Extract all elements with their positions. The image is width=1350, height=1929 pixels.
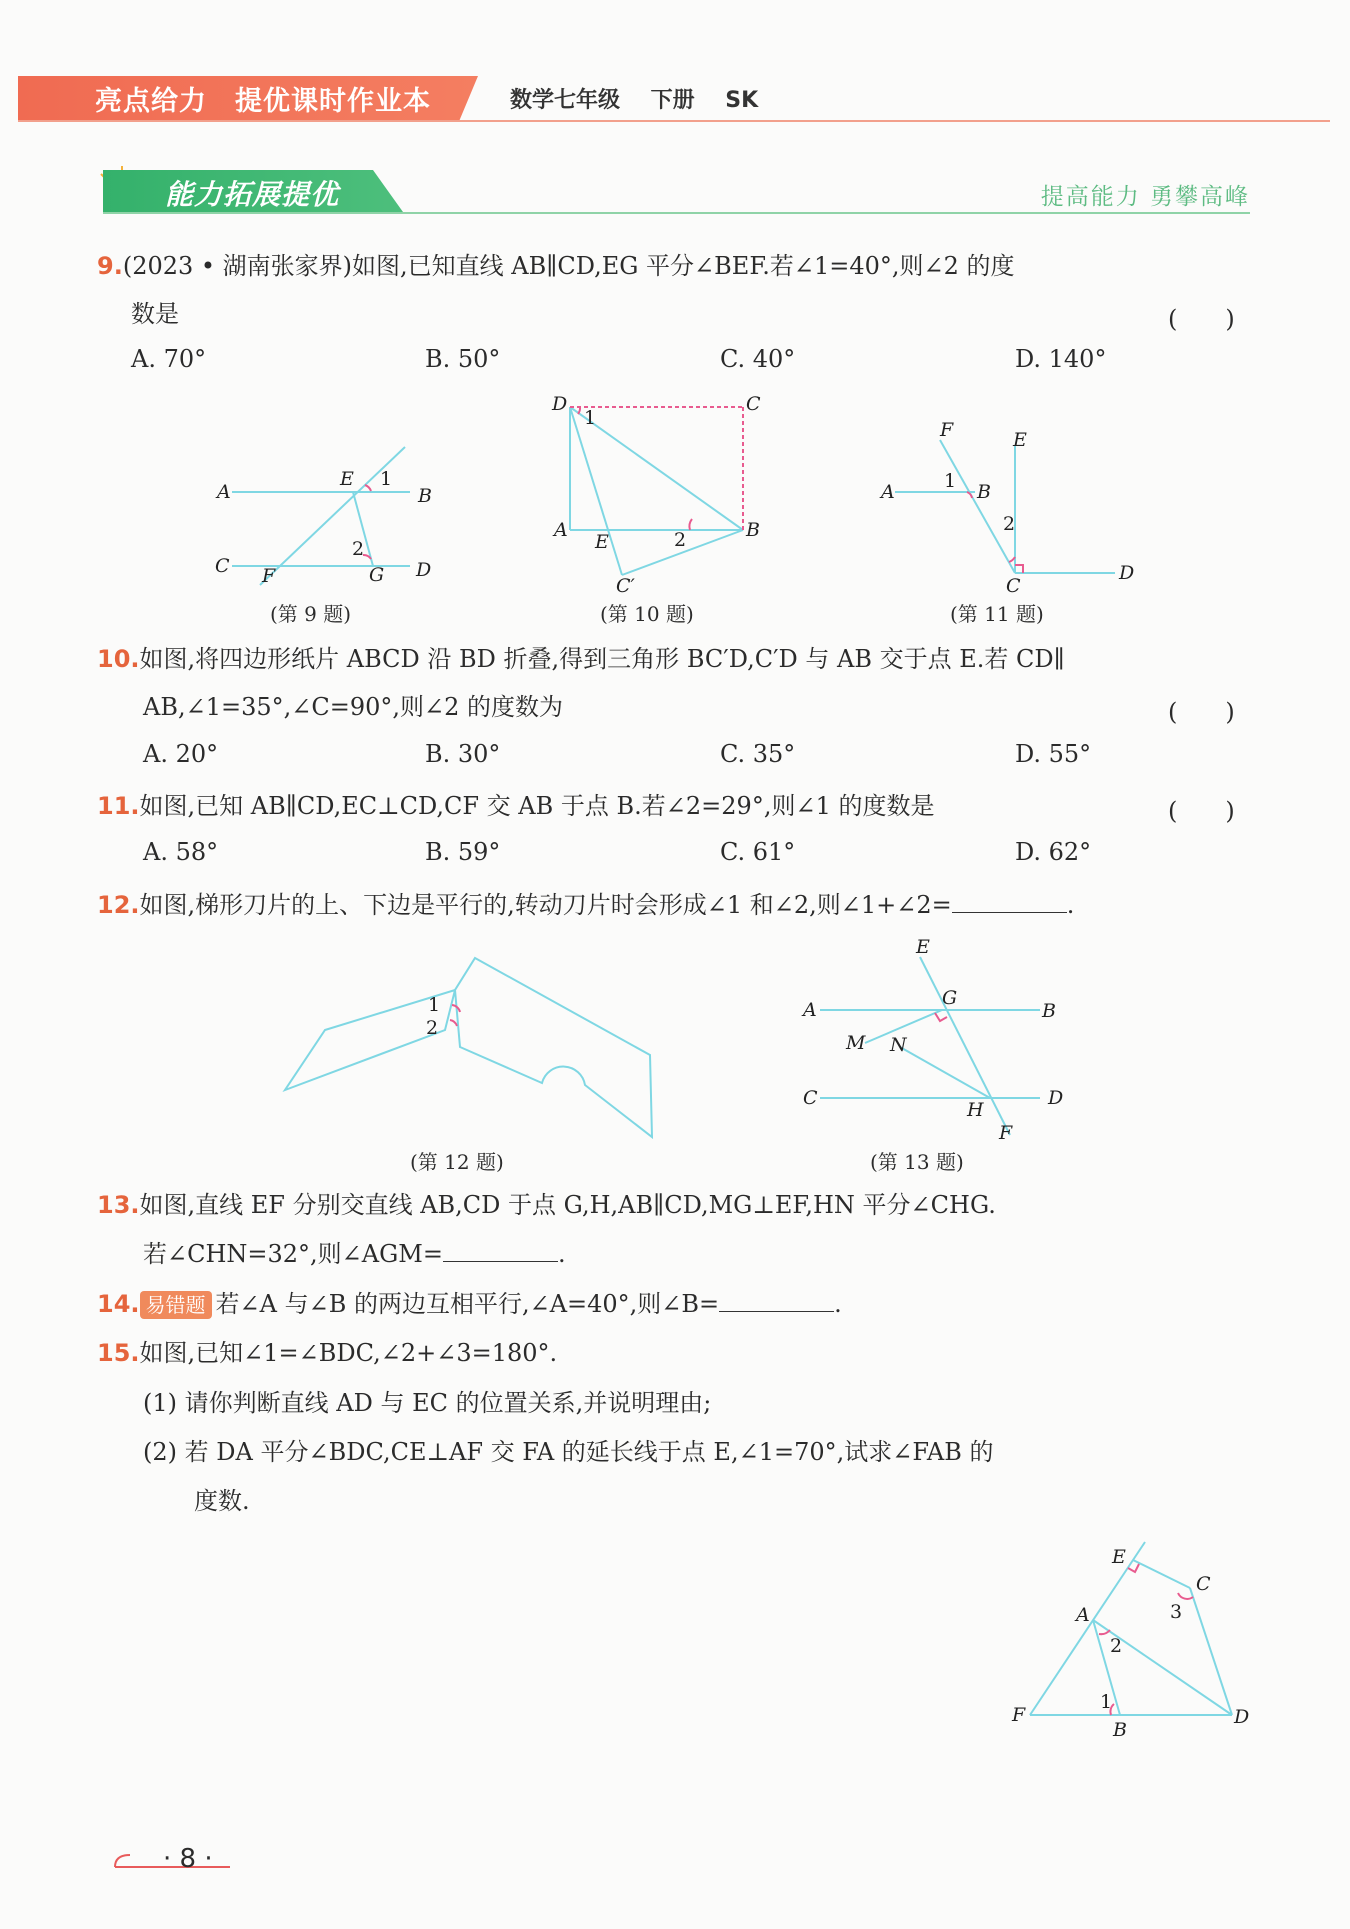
figure-11 [875, 415, 1155, 595]
label-b: B [977, 481, 991, 503]
answer-blank[interactable] [952, 888, 1067, 913]
option-d: D. 140° [1015, 345, 1107, 373]
question-15 [97, 1336, 557, 1370]
label-angle-2: 2 [426, 1017, 439, 1039]
label-g: G [942, 987, 958, 1009]
question-text: 如图,已知∠1=∠BDC,∠2+∠3=180°. [139, 1339, 558, 1367]
question-number: 9. [97, 252, 123, 280]
option-c: C. 35° [720, 740, 796, 768]
section-divider [103, 212, 1250, 214]
figure-13 [790, 935, 1080, 1150]
option-d: D. 55° [1015, 740, 1092, 768]
header-divider [18, 120, 1330, 122]
option-c: C. 61° [720, 838, 796, 866]
question-9-line2: 数是 [131, 300, 179, 328]
label-e: E [340, 468, 354, 490]
label-angle-2: 2 [1003, 513, 1016, 535]
section-title: 能力拓展提优 [165, 178, 340, 211]
label-b: B [418, 485, 432, 507]
label-c: C [1006, 575, 1021, 595]
label-c-prime: C′ [616, 575, 635, 595]
label-a: A [803, 999, 817, 1021]
label-d: D [1234, 1706, 1250, 1728]
option-a: A. 70° [131, 345, 207, 373]
question-15-part1: (1) 请你判断直线 AD 与 EC 的位置关系,并说明理由; [143, 1389, 712, 1417]
question-13 [97, 1188, 996, 1222]
label-c: C [1196, 1573, 1211, 1595]
label-angle-1: 1 [944, 470, 957, 492]
caption-figure-11: (第 11 题) [950, 602, 1044, 626]
option-a: A. 58° [143, 838, 219, 866]
label-m: M [846, 1032, 866, 1054]
label-e: E [1013, 429, 1027, 451]
label-h: H [967, 1099, 984, 1121]
label-f: F [999, 1122, 1013, 1144]
question-15-part2-line2: 度数. [194, 1487, 250, 1515]
label-angle-1: 1 [1100, 1691, 1113, 1713]
label-d: D [416, 559, 432, 581]
label-d: D [1048, 1087, 1064, 1109]
question-9 [97, 249, 1015, 283]
label-d: D [552, 393, 568, 415]
label-e: E [595, 531, 609, 553]
label-f: F [940, 419, 954, 441]
label-angle-1: 1 [584, 407, 597, 429]
label-a: A [554, 519, 568, 541]
book-subject: 数学七年级 下册 SK [510, 88, 759, 113]
label-f: F [1012, 1704, 1026, 1726]
figure-12 [280, 950, 660, 1145]
question-11 [97, 789, 934, 823]
question-12: 12.如图,梯形刀片的上、下边是平行的,转动刀片时会形成∠1 和∠2,则∠1+∠2= . [97, 888, 1074, 922]
question-text: 如图,将四边形纸片 ABCD 沿 BD 折叠,得到三角形 BC′D,C′D 与 AB 交于点 E.若 CD∥ [139, 645, 1065, 673]
option-b: B. 30° [425, 740, 501, 768]
question-text: 如图,直线 EF 分别交直线 AB,CD 于点 G,H,AB∥CD,MG⊥EF,HN 平分∠CHG. [139, 1191, 996, 1219]
question-text: (2023 • 湖南张家界)如图,已知直线 AB∥CD,EG 平分∠BEF.若∠1=40°,则∠2 的度 [122, 252, 1015, 280]
caption-figure-9: (第 9 题) [270, 602, 352, 626]
option-d: D. 62° [1015, 838, 1092, 866]
question-number: 13. [97, 1191, 140, 1219]
label-b: B [1113, 1719, 1127, 1740]
label-a: A [217, 481, 231, 503]
question-text: 如图,已知 AB∥CD,EC⊥CD,CF 交 AB 于点 B.若∠2=29°,则∠1 的度数是 [139, 792, 935, 820]
label-b: B [1042, 1000, 1056, 1022]
label-f: F [262, 565, 276, 587]
label-angle-2: 2 [674, 529, 687, 551]
answer-paren: ( ) [1168, 305, 1235, 333]
question-number: 12. [97, 891, 140, 919]
label-angle-1: 1 [428, 994, 441, 1016]
page-number: · 8 · [163, 1844, 213, 1874]
label-c: C [803, 1087, 818, 1109]
label-angle-3: 3 [1170, 1601, 1183, 1623]
question-number: 14. [97, 1290, 140, 1318]
section-slogan: 提高能力 勇攀高峰 [1040, 184, 1250, 210]
label-d: D [1119, 562, 1135, 584]
label-angle-2: 2 [1110, 1635, 1123, 1657]
caption-figure-10: (第 10 题) [600, 602, 694, 626]
label-angle-2: 2 [352, 538, 365, 560]
question-number: 10. [97, 645, 140, 673]
option-c: C. 40° [720, 345, 796, 373]
question-10 [97, 642, 1065, 676]
question-number: 15. [97, 1339, 140, 1367]
answer-blank[interactable] [719, 1287, 834, 1312]
answer-paren: ( ) [1168, 698, 1235, 726]
error-prone-badge: 易错题 [140, 1291, 212, 1319]
option-b: B. 50° [425, 345, 501, 373]
question-text: 如图,梯形刀片的上、下边是平行的,转动刀片时会形成∠1 和∠2,则∠1+∠2= [139, 891, 952, 919]
question-10-line2: AB,∠1=35°,∠C=90°,则∠2 的度数为 [143, 693, 564, 721]
label-c: C [746, 393, 761, 415]
question-14: 14. 易错题 若∠A 与∠B 的两边互相平行,∠A=40°,则∠B= . [97, 1287, 842, 1321]
label-c: C [215, 555, 230, 577]
figure-15 [1000, 1530, 1270, 1740]
figure-10 [540, 390, 780, 595]
option-a: A. 20° [143, 740, 219, 768]
question-13-line2: 若∠CHN=32°,则∠AGM= . [143, 1237, 566, 1271]
label-g: G [369, 564, 385, 586]
option-b: B. 59° [425, 838, 501, 866]
label-a: A [1076, 1604, 1090, 1626]
label-e: E [1112, 1546, 1126, 1568]
caption-figure-12: (第 12 题) [410, 1150, 504, 1174]
question-number: 11. [97, 792, 140, 820]
label-b: B [746, 519, 760, 541]
book-series-title: 亮点给力 提优课时作业本 [95, 86, 431, 117]
label-n: N [890, 1034, 907, 1056]
figure-9 [205, 435, 445, 595]
question-15-part2: (2) 若 DA 平分∠BDC,CE⊥AF 交 FA 的延长线于点 E,∠1=70°,试求∠FAB 的 [143, 1438, 994, 1466]
answer-paren: ( ) [1168, 797, 1235, 825]
caption-figure-13: (第 13 题) [870, 1150, 964, 1174]
label-e: E [916, 936, 930, 958]
label-angle-1: 1 [380, 468, 393, 490]
label-a: A [881, 481, 895, 503]
question-text: 若∠A 与∠B 的两边互相平行,∠A=40°,则∠B= [215, 1290, 720, 1318]
answer-blank[interactable] [443, 1237, 558, 1262]
